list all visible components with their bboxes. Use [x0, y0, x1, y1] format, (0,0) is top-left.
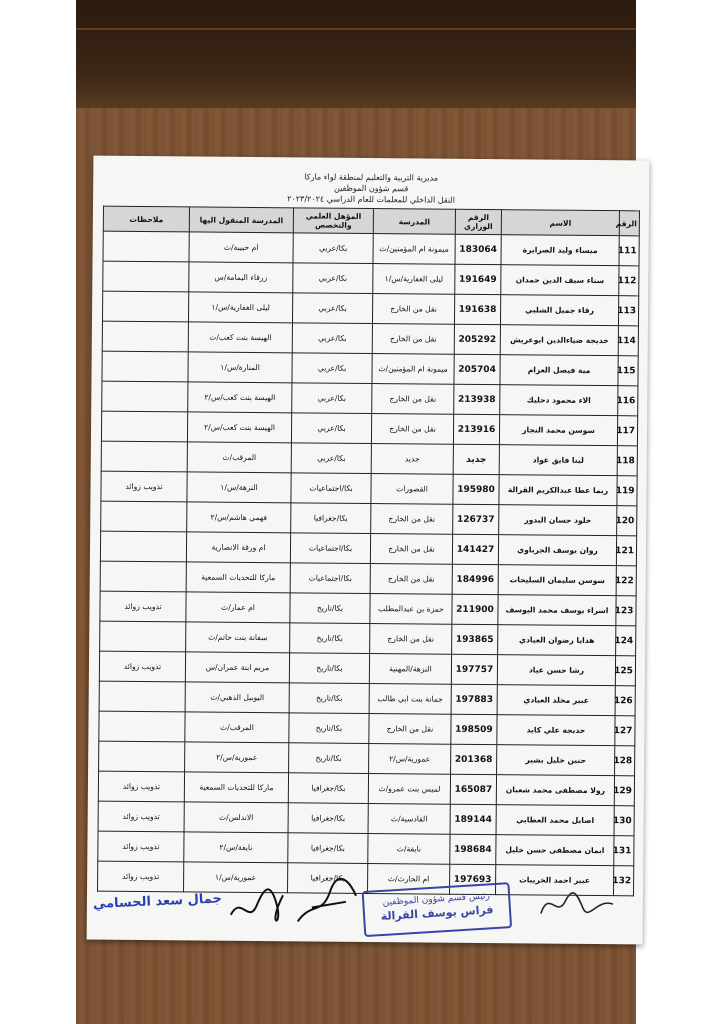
- cell-name: لينا فايق عواد: [499, 445, 617, 476]
- cell-seq: 125: [615, 656, 635, 686]
- cell-seq: 112: [619, 266, 639, 296]
- table-row: [100, 531, 636, 566]
- cell-transfer-to: ليلى الغفارية/س/١: [188, 292, 292, 323]
- cell-national-id: 165087: [450, 774, 496, 804]
- cell-transfer-to: اليوبيل الذهبي/ث: [185, 682, 289, 713]
- cell-notes: تذويب زوائد: [98, 861, 184, 892]
- cell-qualification: بكا/عربي: [293, 233, 373, 264]
- cell-national-id: 197757: [451, 654, 497, 684]
- cell-qualification: بكا/عربي: [291, 443, 371, 474]
- cell-school: عمورية/س/٢: [369, 744, 451, 775]
- signature-area: [87, 866, 644, 945]
- cell-seq: 126: [615, 686, 635, 716]
- cell-notes: [99, 681, 185, 712]
- cell-transfer-to: ام ورقة الانصارية: [186, 532, 290, 563]
- cell-notes: [101, 441, 187, 472]
- cell-school: نقل من الخارج: [372, 384, 454, 415]
- cell-transfer-to: المرقب/ث: [187, 442, 291, 473]
- table-row: [101, 471, 637, 506]
- cell-notes: [100, 531, 186, 562]
- cell-name: روان يوسف الجرباوي: [498, 535, 616, 566]
- cell-national-id: 198509: [451, 714, 497, 744]
- cell-name: خديجة ضياءالدين ابوعريش: [500, 325, 618, 356]
- cell-school: لميس بنت عمرو/ث: [368, 774, 450, 805]
- cell-seq: 114: [618, 326, 638, 356]
- cell-name: ايمان مصطفى حسن خليل: [496, 835, 614, 866]
- cell-name: اصايل محمد العطابي: [496, 805, 614, 836]
- cell-name: سناء سيف الدين حمدان: [501, 265, 619, 296]
- cell-national-id: 213916: [453, 414, 499, 444]
- cell-name: سوسن محمد النجار: [499, 415, 617, 446]
- table-row: [101, 501, 637, 536]
- cell-qualification: بكا/عربي: [292, 383, 372, 414]
- cell-school: جمانة بنت ابي طالب: [369, 684, 451, 715]
- cell-school: نقل من الخارج: [372, 294, 454, 325]
- cell-seq: 123: [616, 596, 636, 626]
- cell-national-id: 191649: [455, 264, 501, 294]
- cell-transfer-to: مريم ابنة عمران/س: [185, 652, 289, 683]
- col-qualification: المؤهل العلمي والتخصص: [293, 208, 373, 234]
- cell-seq: 127: [615, 716, 635, 746]
- cell-seq: 124: [616, 626, 636, 656]
- signature-scribble-1: [227, 875, 287, 932]
- cell-school: جديد: [371, 444, 453, 475]
- col-seq: الرقم: [619, 211, 639, 236]
- signature-scribble-2: [292, 871, 363, 932]
- right-margin: [636, 0, 724, 1024]
- cell-transfer-to: عمورية/س/٢: [185, 742, 289, 773]
- cell-qualification: بكا/عربي: [293, 263, 373, 294]
- header-directorate: مديرية التربية والتعليم لمنطقة لواء ماركا: [304, 172, 439, 183]
- cell-school: نايفة/ث: [368, 834, 450, 865]
- table-row: [100, 621, 636, 656]
- cell-school: نقل من الخارج: [370, 624, 452, 655]
- signature-scribble-3: [537, 883, 617, 924]
- cell-notes: [103, 231, 189, 262]
- cell-school: حمزة بن عبدالمطلب: [370, 594, 452, 625]
- cell-school: النزهة/المهنية: [369, 654, 451, 685]
- cell-national-id: 193865: [452, 624, 498, 654]
- cell-seq: 121: [616, 536, 636, 566]
- table-row: [102, 321, 638, 356]
- cell-seq: 128: [615, 746, 635, 776]
- cell-seq: 129: [614, 776, 634, 806]
- cell-seq: 132: [613, 866, 633, 896]
- cell-national-id: 126737: [453, 504, 499, 534]
- cell-qualification: بكا/اجتماعيات: [290, 563, 370, 594]
- cell-name: حنين خليل بشير: [497, 745, 615, 776]
- cell-notes: [101, 411, 187, 442]
- col-national-id: الرقم الوزاري: [455, 209, 501, 234]
- cell-name: رولا مصطفى محمد شعبان: [496, 775, 614, 806]
- cell-school: ام الحارث/ث: [368, 864, 450, 895]
- cell-notes: تذويب زوائد: [98, 831, 184, 862]
- cell-qualification: بكا/تاريخ: [290, 623, 370, 654]
- cell-qualification: بكا/جغرافيا: [288, 863, 368, 894]
- cell-name: سوسن سليمان السليحات: [498, 565, 616, 596]
- table-row: [99, 711, 635, 746]
- cell-qualification: بكا/جغرافيا: [288, 833, 368, 864]
- cell-name: عبير مخلد العبادي: [497, 685, 615, 716]
- cell-national-id: 211900: [452, 594, 498, 624]
- cell-notes: [101, 501, 187, 532]
- document-sheet: [87, 156, 650, 945]
- cell-transfer-to: الاندلس/ث: [184, 802, 288, 833]
- table-row: [102, 351, 638, 386]
- cell-qualification: بكا/تاريخ: [289, 653, 369, 684]
- cell-transfer-to: عمورية/س/١: [184, 862, 288, 893]
- cell-national-id: 189144: [450, 804, 496, 834]
- transfer-table: [97, 206, 640, 897]
- col-notes: ملاحظات: [103, 206, 189, 232]
- cell-notes: [100, 561, 186, 592]
- cell-national-id: 141427: [452, 534, 498, 564]
- cell-national-id: 195980: [453, 474, 499, 504]
- left-margin: [0, 0, 76, 1024]
- cell-school: نقل من الخارج: [372, 324, 454, 355]
- cell-transfer-to: الهيسة بنت كعب/ث: [188, 322, 292, 353]
- cell-transfer-to: فهمي هاشم/س/٢: [187, 502, 291, 533]
- cell-seq: 116: [618, 386, 638, 416]
- cell-seq: 115: [618, 356, 638, 386]
- cell-school: القصورات: [371, 474, 453, 505]
- table-row: [102, 291, 638, 326]
- table-row: [103, 231, 639, 266]
- table-row: [102, 381, 638, 416]
- cell-transfer-to: سفانة بنت حاتم/ث: [186, 622, 290, 653]
- cell-transfer-to: الهيسة بنت كعب/س/٢: [188, 382, 292, 413]
- cell-school: نقل من الخارج: [370, 564, 452, 595]
- cell-national-id: 191638: [454, 294, 500, 324]
- stamp-title: رئيس قسم شؤون الموظفين: [382, 891, 491, 908]
- col-name: الاسم: [501, 210, 619, 236]
- cell-name: هدايا رضوان العبادي: [498, 625, 616, 656]
- cell-notes: [103, 261, 189, 292]
- cell-school: نقل من الخارج: [371, 414, 453, 445]
- cell-national-id: 198684: [450, 834, 496, 864]
- cell-notes: تذويب زوائد: [100, 591, 186, 622]
- cell-seq: 118: [617, 446, 637, 476]
- cell-national-id: 205292: [454, 324, 500, 354]
- cell-school: ميمونة ام المؤمنين/ث: [373, 234, 455, 265]
- cell-qualification: بكا/تاريخ: [289, 713, 369, 744]
- cell-seq: 113: [618, 296, 638, 326]
- cell-seq: 130: [614, 806, 634, 836]
- cell-name: مية فيصل العزام: [500, 355, 618, 386]
- table-row: [103, 261, 639, 296]
- cell-seq: 119: [617, 476, 637, 506]
- cell-seq: 117: [617, 416, 637, 446]
- cell-seq: 131: [614, 836, 634, 866]
- official-stamp: [362, 882, 513, 937]
- cell-notes: [102, 321, 188, 352]
- blue-signature: جمال سعد الحسامي: [92, 891, 223, 912]
- cell-notes: تذويب زوائد: [98, 801, 184, 832]
- cell-transfer-to: ام عمار/ث: [186, 592, 290, 623]
- cell-notes: [100, 621, 186, 652]
- cell-notes: [99, 741, 185, 772]
- cell-name: خديجة علي كايد: [497, 715, 615, 746]
- table-body: [98, 231, 640, 896]
- cell-notes: [99, 711, 185, 742]
- table-row: [101, 441, 637, 476]
- cell-transfer-to: ام حبيبة/ث: [189, 232, 293, 263]
- cell-transfer-to: الهيسة بنت كعب/س/٢: [187, 412, 291, 443]
- cell-national-id: 201368: [451, 744, 497, 774]
- cell-seq: 122: [616, 566, 636, 596]
- stamp-name: فراس يوسف القرالة: [380, 903, 494, 924]
- cell-qualification: بكا/جغرافيا: [288, 803, 368, 834]
- header-title: النقل الداخلي للمعلمات للعام الدراسي ٢٠٢٣/٢٠٢٤: [287, 194, 455, 205]
- cell-name: الاء محمود دحليك: [500, 385, 618, 416]
- cell-qualification: بكا/عربي: [291, 413, 371, 444]
- table-row: [99, 741, 635, 776]
- cell-national-id: 197693: [449, 864, 495, 894]
- table-row: [99, 651, 635, 686]
- cell-school: نقل من الخارج: [371, 504, 453, 535]
- cell-qualification: بكا/جغرافيا: [291, 503, 371, 534]
- table-row: [101, 411, 637, 446]
- cell-school: نقل من الخارج: [369, 714, 451, 745]
- cell-school: القادسية/ث: [368, 804, 450, 835]
- cell-school: ميمونة ام المؤمنين/ث: [372, 354, 454, 385]
- cell-national-id: جديد: [453, 444, 499, 474]
- cell-transfer-to: زرقاء اليمامة/س: [189, 262, 293, 293]
- cell-name: رشا حسن عياد: [497, 655, 615, 686]
- cell-notes: [102, 291, 188, 322]
- table-row: [98, 831, 634, 866]
- cell-qualification: بكا/عربي: [292, 323, 372, 354]
- cell-transfer-to: المرقب/ث: [185, 712, 289, 743]
- cell-qualification: بكا/عربي: [292, 353, 372, 384]
- cell-name: رقاء جميل الشلبي: [500, 295, 618, 326]
- cell-qualification: بكا/تاريخ: [289, 683, 369, 714]
- cell-qualification: بكا/اجتماعيات: [290, 533, 370, 564]
- table-row: [100, 561, 636, 596]
- cell-school: ليلى الغفارية/س/١: [373, 264, 455, 295]
- table-row: [98, 801, 634, 836]
- cell-name: ريما عطا عبدالكريم القرالة: [499, 475, 617, 506]
- cell-school: نقل من الخارج: [370, 534, 452, 565]
- cell-notes: تذويب زوائد: [98, 771, 184, 802]
- cell-notes: [102, 351, 188, 382]
- cell-transfer-to: ماركا للتحديات السمعية: [184, 772, 288, 803]
- cell-name: خلود حسان البدور: [499, 505, 617, 536]
- cell-qualification: بكا/تاريخ: [289, 743, 369, 774]
- header-department: قسم شؤون الموظفين: [333, 183, 409, 194]
- cell-national-id: 183064: [455, 234, 501, 264]
- cell-qualification: بكا/جغرافيا: [288, 773, 368, 804]
- cell-national-id: 213938: [454, 384, 500, 414]
- table-row: [98, 771, 634, 806]
- cell-national-id: 184996: [452, 564, 498, 594]
- cell-national-id: 197883: [451, 684, 497, 714]
- table-row: [100, 591, 636, 626]
- table-row: [99, 681, 635, 716]
- cell-name: عبير احمد الخريبات: [495, 865, 613, 896]
- dark-board: [76, 0, 636, 113]
- cell-notes: تذويب زوائد: [99, 651, 185, 682]
- col-transfer-to: المدرسة المنقول اليها: [189, 207, 293, 233]
- document-header: [93, 170, 649, 208]
- cell-qualification: بكا/تاريخ: [290, 593, 370, 624]
- cell-transfer-to: نايفة/س/٢: [184, 832, 288, 863]
- cell-transfer-to: النزهة/س/١: [187, 472, 291, 503]
- cell-transfer-to: المنارة/س/١: [188, 352, 292, 383]
- cell-transfer-to: ماركا للتحديات السمعية: [186, 562, 290, 593]
- cell-qualification: بكا/عربي: [292, 293, 372, 324]
- cell-notes: تذويب زوائد: [101, 471, 187, 502]
- col-school: المدرسة: [373, 209, 455, 235]
- cell-national-id: 205704: [454, 354, 500, 384]
- cell-qualification: بكا/اجتماعيات: [291, 473, 371, 504]
- cell-notes: [102, 381, 188, 412]
- cell-name: ميساء وليد الصرايرة: [501, 235, 619, 266]
- cell-seq: 120: [617, 506, 637, 536]
- cell-seq: 111: [619, 236, 639, 266]
- cell-name: اسراء يوسف محمد اليوسف: [498, 595, 616, 626]
